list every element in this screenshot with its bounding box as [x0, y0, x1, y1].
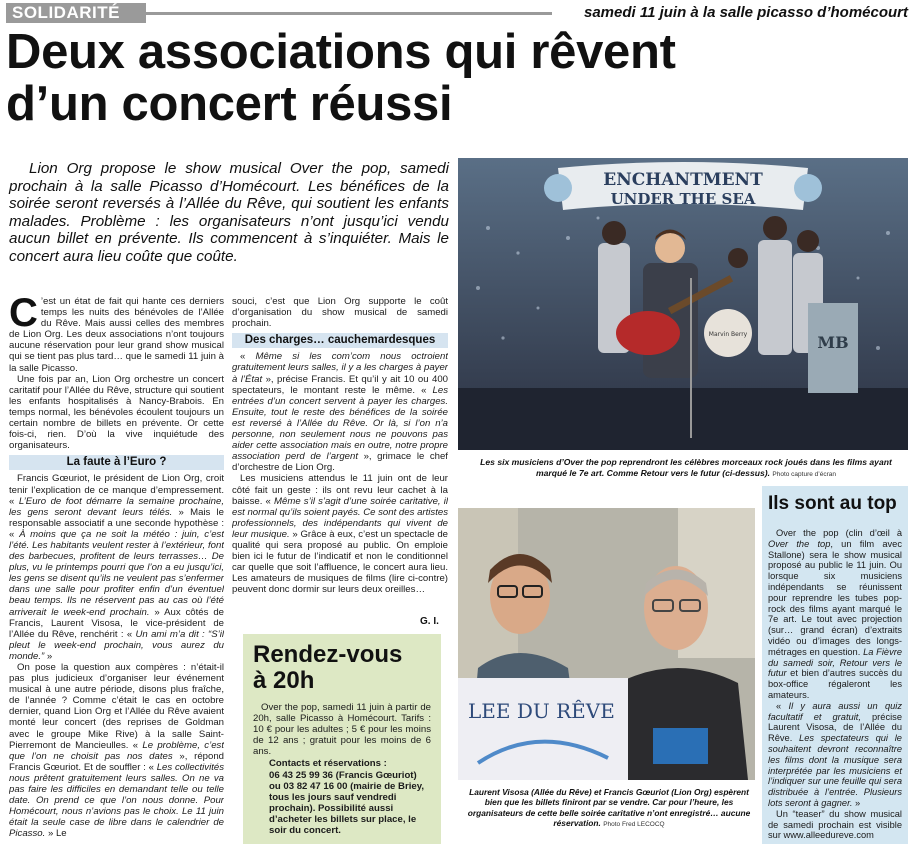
band-photo-credit: Photo capture d’écran: [772, 470, 836, 478]
band-photo-caption: Les six musiciens d’Over the pop reprendront les célèbres morceaux rock joués dans les films ayant marqué le 7e art. Comme Retour vers le futur (ci-dessus). Photo capture d’écran: [480, 457, 892, 478]
rubric-bar: [0, 0, 914, 26]
col2-p2: « Même si les com’com nous octroient gratuitement leurs salles, il y a les charges à payer à l’État », précise Francis. Et qu’il y ait 10 ou 400 spectateurs, le montant reste le même. « Les entrées d’un concert servent à payer les charges. Ensuite, tout le reste des bénéfices de la soirée est reversé à l’Allée du Rêve. Or là, si l’on n’a personne, non seulement nous ne pouvons pas aider cette association mais en outre, notre propre association perd de l’argent », grimace le chef d’orchestre de Lion Org.: [232, 351, 448, 474]
rdv-text: Over the pop, samedi 11 juin à partir de 20h, salle Picasso à Homécourt. Tarifs : 10 € pour les adultes ; 5 € pour les moins de 12 ans ; gratuit pour les moins de 6 ans.: [253, 702, 431, 758]
organizers-photo-credit: Photo Fred LECOCQ: [603, 821, 665, 829]
banner-line2: UNDER THE SEA: [610, 190, 756, 208]
drop-cap: C: [9, 296, 38, 335]
headline-line1: Deux associations qui rêvent: [6, 25, 676, 79]
column-2: [232, 296, 448, 626]
sidebar-box: [762, 486, 908, 844]
rdv-contacts: Contacts et réservations : 06 43 25 99 36 (Francis Gœuriot) ou 03 82 47 16 00 (mairie de Briey, tous les jours sauf vendredi prochain). Possibilité aussi d’acheter les billets sur place, le soir du concert.: [269, 758, 425, 837]
organizers-photo: [458, 508, 755, 780]
rubric-label: SOLIDARITÉ: [12, 3, 120, 22]
signature: G. I.: [420, 616, 439, 627]
sidebar-p1: Over the pop (clin d’œil à Over the top, un film avec Stallone) sera le show musical proposé au public le 11 juin. Ou lorsque six musiciens indépendants se réunissent pour reprendre les tubes pop-rock des films ayant marqué le 7e art. Le tout avec projection (sur… grand écran) d’extraits vidéo ou d’images des longs-métrages en question. La Fièvre du samedi soir, Retour vers le futur et bien d’autres succès du box-office régaleront les amateurs.: [768, 528, 902, 700]
lead-paragraph: Lion Org propose le show musical Over the pop, samedi prochain à la salle Picasso d’Homécourt. Les bénéfices de la soirée seront reversés à l’Allée du Rêve, qui soutient les enfants malades. Problème : les organisateurs n’ont jusqu’ici vendu aucun billet en prévente. Ils commencent à s’inquiéter. Mais le concert aura lieu coûte que coûte.: [9, 160, 449, 265]
subhead-euro: La faute à l’Euro ?: [9, 455, 224, 470]
col1-p3: Francis Gœuriot, le président de Lion Org, croit tenir l’explication de ce manque d’empressement. « L’Euro de foot démarre la semaine prochaine, les gens seront devant leurs télés. » Mais le responsable associatif a une seconde hypothèse : « À moins que ça ne soit la météo : juin, c’est l’été. Les habitants veulent rester à l’extérieur, font des barbecues, profitent de leurs terrasses… De plus, vu le printemps pourri que l’on a eu jusqu’ici, les gens se disent qu’ils ne veulent pas s’enfermer dans une salle pour profiter enfin d’un éventuel beau temps. Ils ne réservent pas au cas où l’été arriverait le week-end prochain. » Aux côtés de Francis, Laurent Visosa, le vice-président de l’Allée du Rêve, renchérit : « Un ami m’a dit : “S’il pleut le week-end prochain, vous aurez du monde.” »: [9, 473, 224, 662]
col1-p2: Une fois par an, Lion Org orchestre un concert caritatif pour l’Allée du Rêve, structure qui soutient les enfants hospitalisés à Nancy-Brabois. En temps normal, les bénévoles écoulent toujours un certain nombre de billets en prévente. Or cette fois-ci, rien. D’où la vive inquiétude des organisateurs.: [9, 373, 224, 452]
organizers-photo-illustration: [458, 508, 755, 780]
col2-p1: souci, c’est que Lion Org supporte le coût d’organisation du show musical de samedi prochain.: [232, 296, 448, 330]
col1-p4: On pose la question aux compères : n’était-il pas plus judicieux d’organiser leur événement musical à une autre période, disons plus fraîche, de l’année ? Comme c’était le cas en octobre dernier, quand Lion Org et l’Allée du Rêve avaient monté leur concert (des reprises de Goldman avec le groupe Mike Rive) à la salle Saint-Pierremont de Mancieulles. « Le problème, c’est que l’on ne choisit pas nos dates », répond Francis Gœuriot. Et de souffler : « Les collectivités nous prêtent gratuitement leurs salles. On ne va pas faire les difficiles en demandant telle ou telle date. On prend ce que l’on nous donne. Pour Homécourt, nous n’avions pas le choix. Le 11 juin était la seule case de libre dans le calendrier de Picasso. » Le: [9, 662, 224, 840]
band-photo: [458, 158, 908, 450]
sidebar-title: Ils sont au top: [768, 493, 897, 514]
svg-text:Marvin Berry: Marvin Berry: [708, 331, 748, 338]
dateline: samedi 11 juin à la salle picasso d’homécourt: [583, 4, 908, 21]
rdv-box: [243, 634, 441, 844]
band-photo-illustration: [458, 158, 908, 450]
subhead-charges: Des charges… cauchemardesques: [232, 333, 448, 348]
col2-p3: Les musiciens attendus le 11 juin ont de leur côté fait un geste : ils ont revu leur cachet à la baisse. « Même s’il s’agit d’une soirée caritative, il est normal qu’ils soient payés. Ce sont des artistes professionnels, des indépendants qui vivent de leur musique. » Grâce à eux, c’est un spectacle de qualité qui sera proposé au public. On emploie bien ici le futur de l’indicatif et non le conditionnel car quelle que soit l’affluence, le concert aura lieu. Les amateurs de musiques de films (lire ci-contre) peuvent donc dormir sur leurs deux oreilles…: [232, 473, 448, 596]
sidebar-body: [768, 528, 902, 841]
sidebar-p3: Un “teaser” du show musical de samedi prochain est visible sur www.alleedureve.com: [768, 808, 902, 841]
col1-p1: ’est un état de fait qui hante ces derniers temps les nuits des bénévoles de l’Allée du Rêve. Mais aussi celles des membres de Lion Org. Les deux associations n’ont toujours aucune réservation pour leur grand show musical qui se tient pas plus tard… que le samedi 11 juin à la salle Picasso.: [9, 296, 224, 374]
banner-line1: ENCHANTMENT: [603, 170, 763, 190]
column-1: [9, 296, 224, 844]
rdv-title: Rendez-vous à 20h: [253, 641, 403, 694]
stand-text: MB: [817, 333, 849, 352]
poster-text: LEE DU RÊVE: [468, 699, 615, 723]
organizers-photo-caption: Laurent Visosa (Allée du Rêve) et Francis Gœuriot (Lion Org) espèrent bien que les billets finiront par se vendre. Car pour l’heure, les organisateurs de cette belle soirée caritative n’ont enregistré… aucune réservation. Photo Fred LECOCQ: [467, 787, 751, 829]
sidebar-p2: « Il y aura aussi un quiz facultatif et gratuit, précise Laurent Visosa, de l’Allée du Rêve. Les spectateurs qui le souhaitent devront reconnaître les films dont la musique sera interprétée par les musiciens et l’indiquer sur une feuille qui sera distribuée à l’entrée. Plusieurs lots seront à gagner. »: [768, 700, 902, 808]
headline-line2: d’un concert réussi: [6, 77, 453, 131]
headline: [6, 26, 906, 130]
rubric-rule: [146, 12, 552, 15]
